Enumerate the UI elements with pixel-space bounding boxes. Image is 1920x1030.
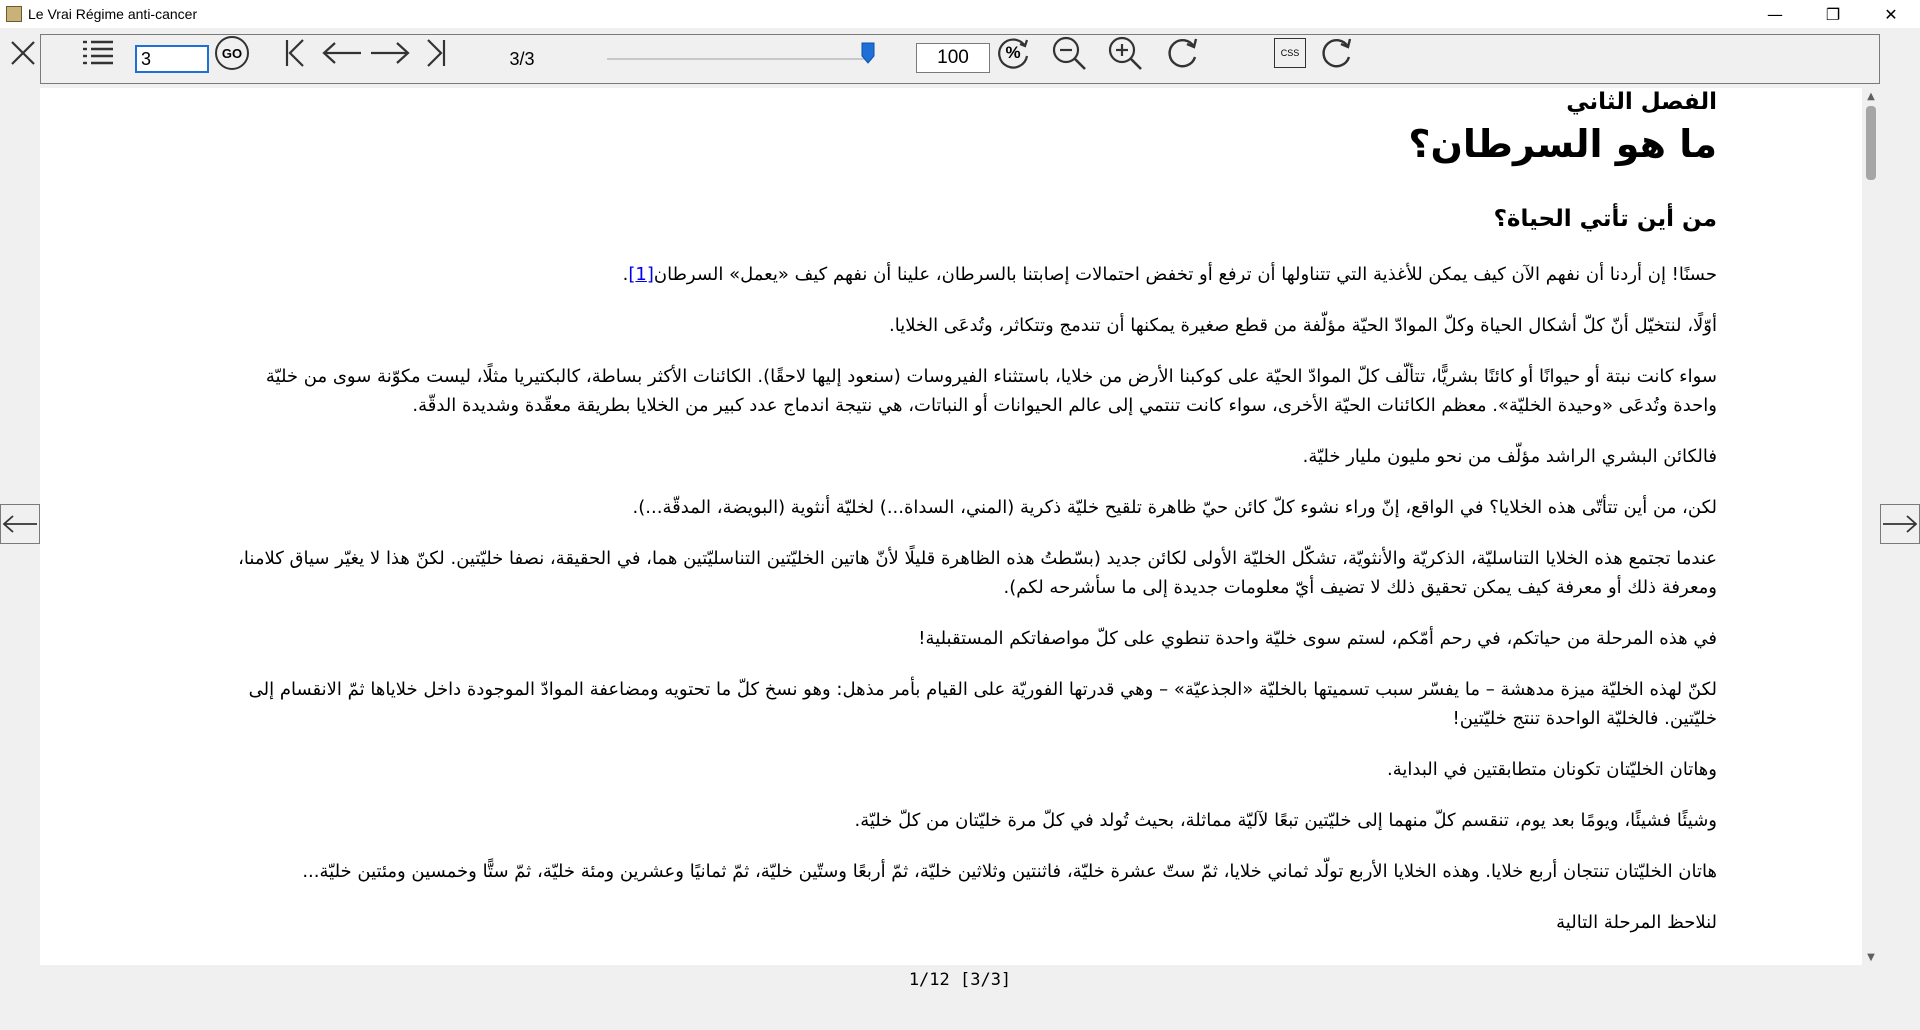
zoom-in-icon (1106, 34, 1144, 72)
position-slider-track[interactable] (607, 58, 872, 60)
paragraph-11: هاتان الخليّتان تنتجان أربع خلايا. وهذه الخلايا الأربع تولّد ثماني خلايا، ثمّ ستّ عشرة خليّة، فاثنتين وثلاثين خليّة، ثمّ أربعًا وستّين خليّة، ثمّ ثمانيًا وعشرين ومئة خليّة، ثمّ ستًّا وخمسين ومئتين خليّة... (302, 861, 1717, 882)
maximize-button[interactable]: ❐ (1825, 4, 1841, 24)
zoom-in-button[interactable] (1104, 28, 1146, 78)
page-number-input[interactable] (135, 45, 209, 73)
next-page-button[interactable] (368, 28, 412, 78)
position-slider-thumb[interactable] (861, 42, 875, 64)
paragraph-5: لكن، من أين تتأتّى هذه الخلايا؟ في الواقع، إنّ وراء نشوء كلّ كائن حيّ ظاهرة تلقيح خليّة ذكرية (المني، السداة...) لخليّة أنثوية (البويضة، المدقّة...). (632, 497, 1717, 518)
paragraph-4: فالكائن البشري الراشد مؤلّف من نحو مليون مليار خليّة. (1302, 446, 1717, 467)
last-page-button[interactable] (421, 28, 451, 78)
scroll-down-arrow[interactable]: ▼ (1867, 951, 1875, 963)
first-page-button[interactable] (280, 28, 310, 78)
scrollbar-thumb[interactable] (1866, 106, 1876, 180)
footnote-link[interactable]: [1] (628, 264, 654, 285)
reload-button[interactable] (1316, 28, 1356, 78)
arrow-right-icon (369, 41, 411, 65)
close-book-button[interactable] (4, 28, 42, 78)
side-next-button[interactable] (1880, 504, 1920, 544)
section-title: من أين تأتي الحياة؟ (1493, 206, 1717, 232)
last-page-icon (422, 37, 450, 69)
previous-page-button[interactable] (320, 28, 364, 78)
go-label: GO (221, 45, 243, 61)
zoom-out-icon (1050, 34, 1088, 72)
close-window-button[interactable]: ✕ (1884, 4, 1898, 24)
paragraph-7: في هذه المرحلة من حياتكم، في رحم أمّكم، لستم سوى خليّة واحدة تنطوي على كلّ مواصفاتكم المستقبلية! (918, 628, 1717, 649)
arrow-left-icon (321, 41, 363, 65)
app-icon (6, 6, 22, 22)
go-button[interactable] (212, 28, 252, 78)
zoom-percent-button[interactable] (992, 28, 1034, 78)
toc-button[interactable] (78, 28, 118, 78)
chapter-label: الفصل الثاني (1566, 89, 1717, 115)
paragraph-10: وشيئًا فشيئًا، ويومًا بعد يوم، تنقسم كلّ منهما إلى خليّتين تبعًا لآليّة مماثلة، بحيث تُولد في كلّ مرة خليّتان من كلّ خليّة. (854, 810, 1717, 831)
zoom-percent-label: % (1005, 43, 1021, 62)
document-body (227, 88, 1717, 959)
css-icon: CSS (1274, 38, 1306, 68)
arrow-left-icon (2, 514, 38, 534)
minimize-button[interactable]: — (1767, 4, 1783, 24)
paragraph-8: لكنّ لهذه الخليّة ميزة مدهشة – ما يفسّر سبب تسميتها بالخليّة «الجذعيّة» – وهي قدرتها الفوريّة على القيام بأمر مذهل: وهو نسخ كلّ ما تحتويه ومضاعفة الموادّ الموجودة داخل خلاياها ثمّ الانقسام إلى خليّتين. فالخليّة الواحدة تنتج خليّتين! (248, 679, 1717, 729)
toolbar (0, 28, 1920, 88)
paragraph-partial: لنلاحظ المرحلة التالية (1556, 912, 1717, 933)
zoom-input[interactable] (916, 43, 990, 73)
paragraph-1: حسنًا! إن أردنا أن نفهم الآن كيف يمكن للأغذية التي تتناولها أن ترفع أو تخفض احتمالات إصابتنا بالسرطان، علينا أن نفهم كيف «يعمل» السرطان[1]. (622, 264, 1717, 285)
paragraph-6: عندما تجتمع هذه الخلايا التناسليّة، الذكريّة والأنثويّة، تشكّل الخليّة الأولى لكائن جديد (بسّطتُ هذه الظاهرة قليلًا لأنّ هاتين الخليّتين التناسليّتين هما، في الحقيقة، نصفا خليّتين. لكنّ هذا لا يغيّر سياق كلامنا، ومعرفة ذلك أو معرفة كيف يمكن تحقيق ذلك لا تضيف أيّ معلومات جديدة إلى ما سأشرحه لكم). (238, 548, 1717, 598)
scroll-up-arrow[interactable]: ▲ (1867, 90, 1875, 102)
rotate-icon (1164, 35, 1200, 71)
list-icon (81, 36, 115, 70)
paragraph-2: أوّلًا، لنتخيّل أنّ كلّ أشكال الحياة وكلّ الموادّ الحيّة مؤلّفة من قطع صغيرة يمكنها أن تندمج وتتكاثر، وتُدعَى الخلايا. (889, 315, 1717, 336)
side-previous-button[interactable] (0, 504, 40, 544)
reading-pane[interactable] (40, 88, 1880, 965)
zoom-out-button[interactable] (1048, 28, 1090, 78)
window-controls (1746, 0, 1920, 28)
page-count: 3/3 (509, 48, 535, 69)
paragraph-9: وهاتان الخليّتان تكونان متطابقتين في البداية. (1387, 759, 1717, 780)
vertical-scrollbar[interactable] (1862, 88, 1880, 965)
close-icon (8, 38, 38, 68)
arrow-right-icon (1882, 514, 1918, 534)
paragraph-text: حسنًا! إن أردنا أن نفهم الآن كيف يمكن للأغذية التي تتناولها أن ترفع أو تخفض احتمالات إصابتنا بالسرطان، علينا أن نفهم كيف «يعمل» السرطان (653, 264, 1717, 285)
reload-icon (1318, 35, 1354, 71)
rotate-button[interactable] (1162, 28, 1202, 78)
first-page-icon (281, 37, 309, 69)
paragraph-3: سواء كانت نبتة أو حيوانًا أو كائنًا بشريًّا، تتألّف كلّ الموادّ الحيّة على كوكبنا الأرض من خلايا، باستثناء الفيروسات (سنعود إليها لاحقًا). الكائنات الأكثر بساطة، كالبكتيريا مثلًا، ليست مكوّنة سوى من خليّة واحدة وتُدعَى «وحيدة الخليّة». معظم الكائنات الحيّة الأخرى، سواء كانت تنتمي إلى عالم الحيوانات أو النباتات، هي نتيجة اندماج عدد كبير من الخلايا بطريقة معقّدة وشديدة الدقّة. (265, 366, 1717, 416)
css-button[interactable] (1272, 28, 1308, 78)
title-bar (0, 0, 1920, 28)
window-title: Le Vrai Régime anti-cancer (28, 6, 198, 22)
chapter-title: ما هو السرطان؟ (1408, 122, 1717, 166)
page-status: 1/12 [3/3] (908, 970, 1012, 990)
